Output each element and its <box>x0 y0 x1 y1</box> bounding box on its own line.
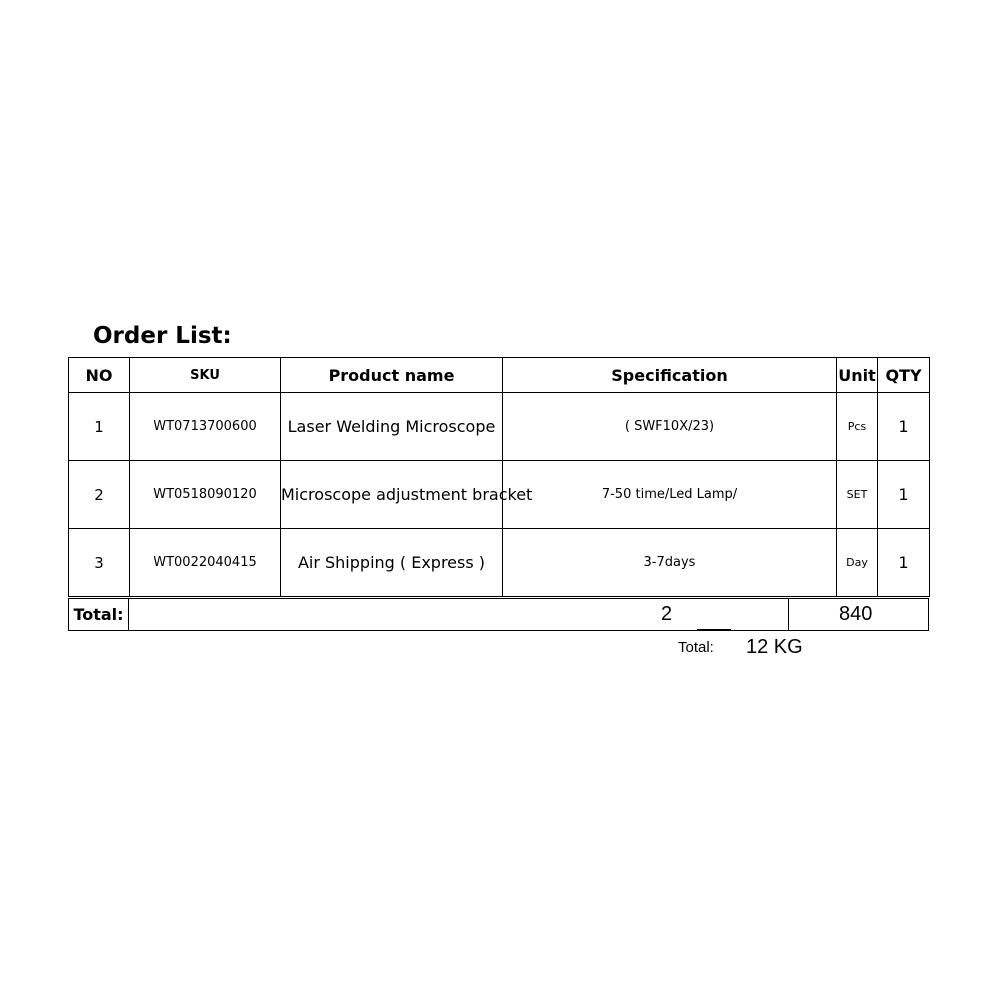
row-specification: 7-50 time/Led Lamp/ <box>503 461 837 529</box>
total-quantity: 2 <box>661 603 673 625</box>
row-no: 3 <box>69 529 130 597</box>
row-qty: 1 <box>878 529 930 597</box>
table-row <box>69 461 930 529</box>
table-header-row <box>69 358 930 393</box>
weight-value: 12 KG <box>746 636 803 658</box>
row-qty: 1 <box>878 393 930 461</box>
header-product-name: Product name <box>281 358 503 393</box>
row-sku: WT0518090120 <box>130 461 281 529</box>
row-no: 2 <box>69 461 130 529</box>
header-no: NO <box>69 358 130 393</box>
row-unit: Day <box>837 529 878 597</box>
row-sku: WT0713700600 <box>130 393 281 461</box>
total-underline <box>697 629 731 630</box>
order-list-title: Order List: <box>93 323 232 349</box>
order-table <box>68 357 930 597</box>
row-unit: SET <box>837 461 878 529</box>
table-row <box>69 529 930 597</box>
row-product-name: Laser Welding Microscope <box>281 393 503 461</box>
total-label: Total: <box>68 598 129 631</box>
row-sku: WT0022040415 <box>130 529 281 597</box>
total-row <box>129 598 929 631</box>
row-unit: Pcs <box>837 393 878 461</box>
header-unit: Unit <box>837 358 878 393</box>
weight-label: Total: <box>678 639 714 656</box>
total-divider <box>788 598 789 631</box>
row-qty: 1 <box>878 461 930 529</box>
row-product-name: Air Shipping ( Express ) <box>281 529 503 597</box>
header-specification: Specification <box>503 358 837 393</box>
row-specification: ( SWF10X/23) <box>503 393 837 461</box>
header-sku: SKU <box>130 358 281 393</box>
table-row <box>69 393 930 461</box>
row-product-name: Microscope adjustment bracket <box>281 461 503 529</box>
total-amount: 840 <box>839 603 873 625</box>
header-qty: QTY <box>878 358 930 393</box>
row-no: 1 <box>69 393 130 461</box>
row-specification: 3-7days <box>503 529 837 597</box>
